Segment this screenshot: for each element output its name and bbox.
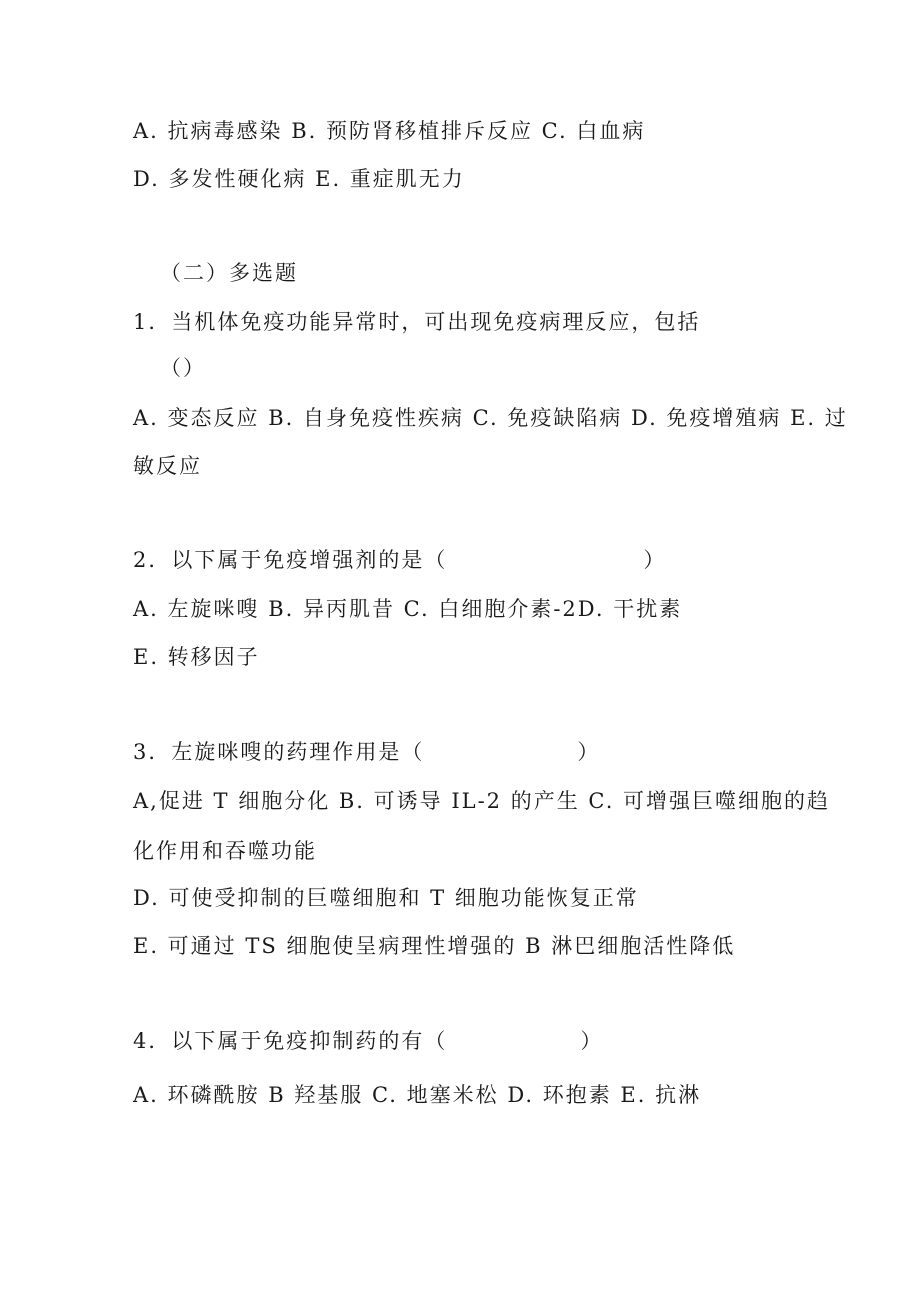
question-2-options-line-2: E. 转移因子 <box>133 645 260 669</box>
question-4-stem-text: 4．以下属于免疫抑制药的有（ <box>133 1029 448 1053</box>
question-2-stem-close: ） <box>643 548 667 572</box>
question-3-options-line-2: 化作用和吞噬功能 <box>133 839 317 863</box>
question-4-options-line-1: A. 环磷酰胺 B 羟基服 C. 地塞米松 D. 环抱素 E. 抗淋 <box>133 1083 702 1107</box>
question-1-options-line-2: 敏反应 <box>133 454 202 478</box>
question-2-options-line-1: A. 左旋咪嗖 B. 异丙肌昔 C. 白细胞介素-2D. 干扰素 <box>133 597 683 621</box>
question-3-options-line-4: E. 可通过 TS 细胞使呈病理性增强的 B 淋巴细胞活性降低 <box>133 934 736 958</box>
question-4-stem-close: ） <box>580 1029 604 1053</box>
section-heading: （二）多选题 <box>160 261 298 285</box>
question-3-stem <box>133 737 600 767</box>
prev-options-line-1: A. 抗病毒感染 B. 预防肾移植排斥反应 C. 白血病 <box>133 119 646 143</box>
question-1-stem-blank: （） <box>160 356 206 380</box>
question-1-options-line-1: A. 变态反应 B. 自身免疫性疾病 C. 免疫缺陷病 D. 免疫增殖病 E. 过 <box>133 406 848 430</box>
question-3-stem-text: 3．左旋咪嗖的药理作用是（ <box>133 740 425 764</box>
question-2-stem-text: 2．以下属于免疫增强剂的是（ <box>133 548 448 572</box>
question-4-stem <box>133 1026 603 1056</box>
question-1-stem: 1．当机体免疫功能异常时，可出现免疫病理反应，包括 <box>133 310 701 334</box>
prev-options-line-2: D. 多发性硬化病 E. 重症肌无力 <box>133 167 465 191</box>
question-3-stem-close: ） <box>577 740 601 764</box>
question-2-stem <box>133 545 666 575</box>
question-3-options-line-1: A,促进 T 细胞分化 B. 可诱导 IL-2 的产生 C. 可增强巨噬细胞的趋 <box>133 789 831 813</box>
question-3-options-line-3: D. 可使受抑制的巨噬细胞和 T 细胞功能恢复正常 <box>133 886 639 910</box>
